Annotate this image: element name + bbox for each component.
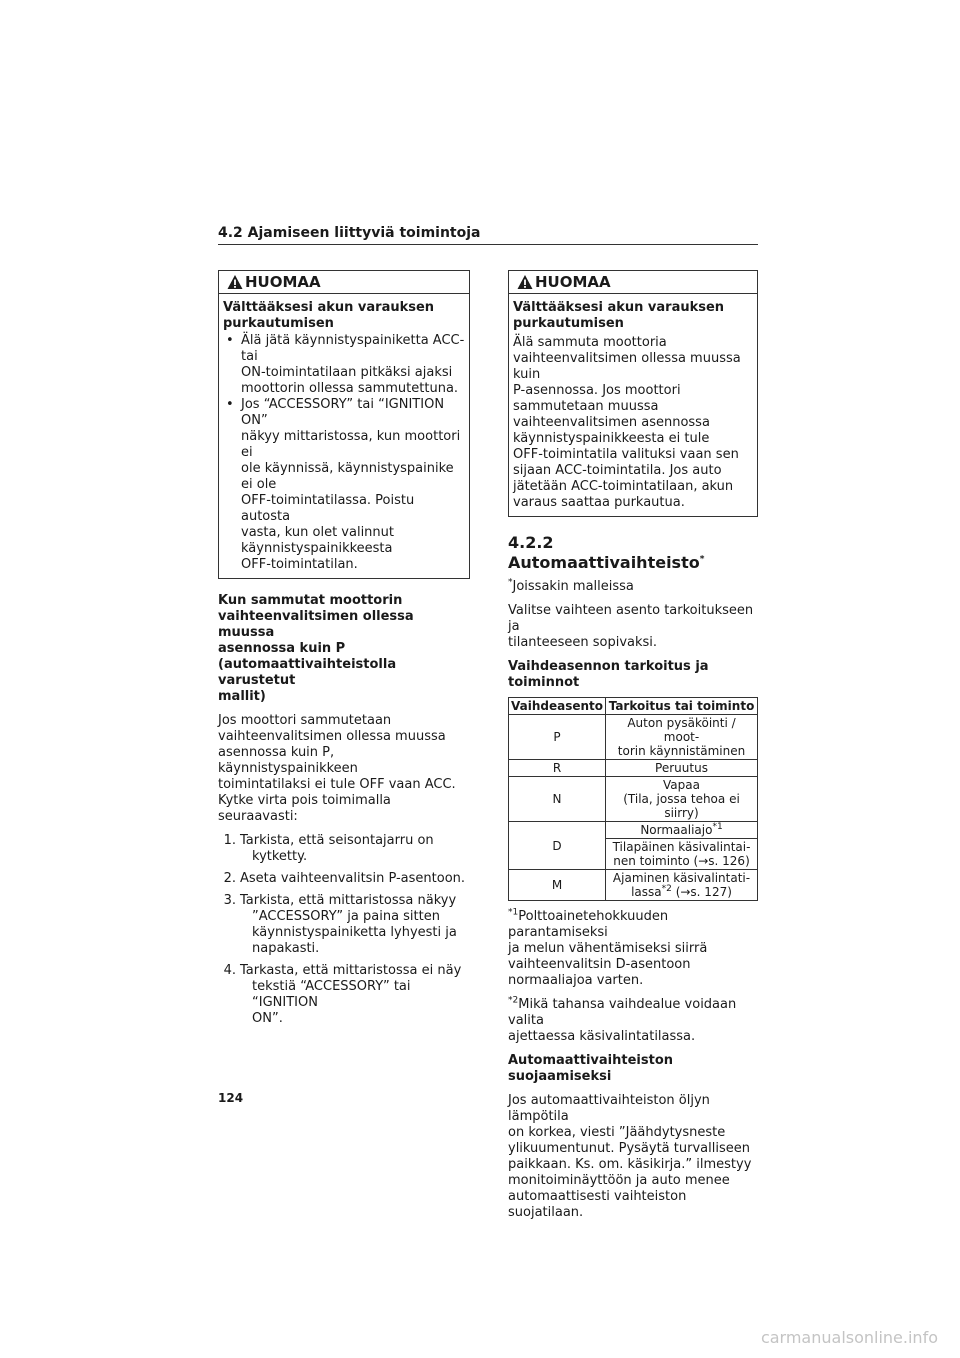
text-line: Jos “ACCESSORY” tai “IGNITION ON”: [241, 397, 445, 428]
notice-body: [219, 294, 469, 578]
text-line: kytketty.: [252, 849, 308, 864]
text-fragment: (→s. 127): [671, 885, 732, 899]
text-line: sammutetaan muussa: [513, 399, 659, 414]
heading-line: (automaattivaihteistolla varustetut: [218, 657, 397, 688]
notice-subtitle: [513, 300, 753, 332]
text-line: Tilapäinen käsivalintai-: [612, 840, 751, 854]
warning-triangle-icon: [227, 274, 243, 290]
text-line: (Tila, jossa tehoa ei siirry): [623, 792, 740, 820]
text-line: toimintatilaksi ei tule OFF vaan ACC.: [218, 777, 456, 792]
text-line: näkyy mittaristossa, kun moottori ei: [241, 429, 461, 460]
text-line: Valitse vaihteen asento tarkoitukseen ja: [508, 603, 754, 634]
text-line: ON-toimintatilaan pitkäksi ajaksi: [241, 365, 453, 380]
gear-position-table: [508, 697, 758, 901]
function-cell: [606, 777, 758, 822]
text-line: Kytke virta pois toimimalla seuraavasti:: [218, 793, 391, 824]
text-line: ole käynnissä, käynnistyspainike ei ole: [241, 461, 454, 492]
column-header: Vaihdeasento: [509, 698, 606, 715]
text-line: automaattisesti vaihteiston suojatilaan.: [508, 1189, 687, 1220]
notice-box-left: [218, 270, 470, 579]
page-number: 124: [218, 1091, 244, 1105]
text-line: Normaaliajo: [640, 823, 713, 837]
steps-list: [218, 833, 470, 1027]
table-row: [509, 760, 758, 777]
step-item: [218, 871, 470, 887]
text-line: OFF-toimintatilassa. Poistu autosta: [241, 493, 415, 524]
step-number: 2.: [223, 871, 236, 886]
text-line: käynnistyspainikkeesta ei tule: [513, 431, 710, 446]
footnote-mark: *1: [508, 907, 519, 918]
notice-text: [513, 335, 753, 511]
text-line: Ajaminen käsivalintati-: [612, 871, 751, 885]
text-line: Polttoainetehokkuuden parantamiseksi: [508, 909, 669, 940]
text-line: normaaliajoa varten.: [508, 973, 644, 988]
text-line: ”ACCESSORY” ja paina sitten: [252, 909, 440, 924]
text-line: ajettaessa käsivalintatilassa.: [508, 1029, 696, 1044]
table-row: [509, 715, 758, 760]
function-cell: [606, 822, 758, 839]
text-line: purkautumisen: [513, 316, 624, 331]
function-cell: [606, 839, 758, 870]
table-row: [509, 822, 758, 839]
protect-heading: Automaattivaihteiston suojaamiseksi: [508, 1053, 674, 1084]
table-row: [509, 870, 758, 901]
table-heading: Vaihdeasennon tarkoitus ja toiminnot: [508, 659, 709, 690]
step-number: 4.: [223, 963, 236, 978]
text-line: Tarkista, että seisontajarru on: [240, 833, 434, 848]
body-paragraph: [218, 713, 470, 825]
section-name: Automaattivaihteisto: [508, 553, 700, 572]
section-title: [508, 533, 758, 573]
notice-box-right: [508, 270, 758, 517]
text-line: Aseta vaihteenvalitsin P-asentoon.: [240, 871, 466, 886]
step-item: [218, 833, 470, 865]
text-line: Älä sammuta moottoria: [513, 335, 667, 350]
text-line: tekstiä “ACCESSORY” tai “IGNITION: [252, 979, 411, 1010]
heading-line: Kun sammutat moottorin: [218, 593, 403, 608]
notice-header: [509, 271, 757, 294]
step-number: 3.: [223, 893, 236, 908]
notice-body: [509, 294, 757, 516]
page-header: [218, 224, 758, 245]
text-line: käynnistyspainiketta lyhyesti ja: [252, 925, 457, 940]
text-line: Jos automaattivaihteiston öljyn lämpötila: [508, 1093, 710, 1124]
right-column: [508, 270, 758, 1229]
step-item: [218, 963, 470, 1027]
text-line: Välttääksesi akun varauksen: [513, 300, 725, 315]
text-line: napakasti.: [252, 941, 320, 956]
function-cell: Peruutus: [606, 760, 758, 777]
text-line: nen toiminto (→s. 126): [613, 854, 750, 868]
protect-paragraph: [508, 1093, 758, 1221]
bullet-dot: •: [226, 397, 234, 412]
section-number: 4.2.2: [508, 533, 554, 552]
text-line: ylikuumentunut. Pysäytä turvalliseen: [508, 1141, 750, 1156]
text-line: vasta, kun olet valinnut: [241, 525, 394, 540]
footnote-mark: *2: [508, 995, 519, 1006]
notice-subtitle: Välttääksesi akun varauksen purkautumisen: [223, 300, 435, 331]
text-line: Mikä tahansa vaihdealue voidaan valita: [508, 997, 737, 1028]
text-line: Tarkasta, että mittaristossa ei näy: [240, 963, 462, 978]
text-line: [608, 885, 755, 899]
gear-cell: M: [509, 870, 606, 901]
notice-header: [219, 271, 469, 294]
text-line: Vapaa: [663, 778, 700, 792]
table-header-row: [509, 698, 758, 715]
text-line: varaus saattaa purkautua.: [513, 495, 685, 510]
notice-title: HUOMAA: [245, 273, 321, 291]
gear-cell: D: [509, 822, 606, 870]
notice-bullet: [223, 333, 465, 397]
text-line: vaihteenvalitsin D-asentoon: [508, 957, 691, 972]
text-line: vaihteenvalitsimen asennossa: [513, 415, 710, 430]
text-line: ja melun vähentämiseksi siirrä: [508, 941, 708, 956]
text-line: torin käynnistäminen: [617, 744, 746, 758]
warning-triangle-icon: [517, 274, 533, 290]
text-line: on korkea, viesti ”Jäähdytysneste: [508, 1125, 726, 1140]
text-line: Älä jätä käynnistyspainiketta ACC- tai: [241, 333, 465, 364]
gear-cell: P: [509, 715, 606, 760]
text-line: käynnistyspainikkeesta: [241, 541, 393, 556]
heading-line: mallit): [218, 689, 266, 704]
text-line: sijaan ACC-toimintatila. Jos auto: [513, 463, 722, 478]
text-line: jätetään ACC-toimintatilaan, akun: [513, 479, 734, 494]
text-line: OFF-toimintatila valituksi vaan sen: [513, 447, 739, 462]
function-cell: [606, 870, 758, 901]
text-line: moottorin ollessa sammutettuna.: [241, 381, 459, 396]
footnote-mark: *1: [712, 822, 723, 832]
footnote-1: [508, 909, 758, 989]
note-text: Joissakin malleissa: [512, 579, 634, 594]
function-cell: [606, 715, 758, 760]
step-number: 1.: [223, 833, 236, 848]
text-fragment: lassa: [631, 885, 662, 899]
model-note: [508, 579, 758, 595]
heading-line: asennossa kuin P: [218, 641, 346, 656]
text-line: P-asennossa. Jos moottori: [513, 383, 681, 398]
text-line: vaihteenvalitsimen ollessa muussa kuin: [513, 351, 741, 382]
gear-cell: N: [509, 777, 606, 822]
gear-cell: R: [509, 760, 606, 777]
text-line: Auton pysäköinti / moot-: [627, 716, 736, 744]
heading-line: vaihteenvalitsimen ollessa muussa: [218, 609, 414, 640]
footnote-mark: *: [699, 554, 705, 565]
notice-title: HUOMAA: [535, 273, 611, 291]
footnote-mark: *: [508, 577, 513, 588]
step-item: [218, 893, 470, 957]
table-row: [509, 777, 758, 822]
text-line: OFF-toimintatilan.: [241, 557, 358, 572]
header-rule: [218, 244, 758, 245]
text-line: asennossa kuin P, käynnistyspainikkeen: [218, 745, 358, 776]
text-line: tilanteeseen sopivaksi.: [508, 635, 658, 650]
footnote-mark: *2: [661, 884, 672, 894]
watermark: carmanualsonline.info: [760, 1328, 938, 1347]
text-line: Tarkista, että mittaristossa näkyy: [240, 893, 457, 908]
text-line: vaihteenvalitsimen ollessa muussa: [218, 729, 446, 744]
subsection-heading: [218, 593, 470, 705]
text-line: ON”.: [252, 1011, 283, 1026]
bullet-dot: •: [226, 333, 234, 348]
text-line: paikkaan. Ks. om. käsikirja.” ilmestyy: [508, 1157, 752, 1172]
left-column: [218, 270, 470, 1033]
chapter-title: 4.2 Ajamiseen liittyviä toimintoja: [218, 225, 481, 241]
notice-bullet: [223, 397, 465, 573]
intro-paragraph: [508, 603, 758, 651]
text-line: Jos moottori sammutetaan: [218, 713, 392, 728]
text-line: monitoiminäyttöön ja auto menee: [508, 1173, 730, 1188]
footnote-2: [508, 997, 758, 1045]
column-header: Tarkoitus tai toiminto: [606, 698, 758, 715]
